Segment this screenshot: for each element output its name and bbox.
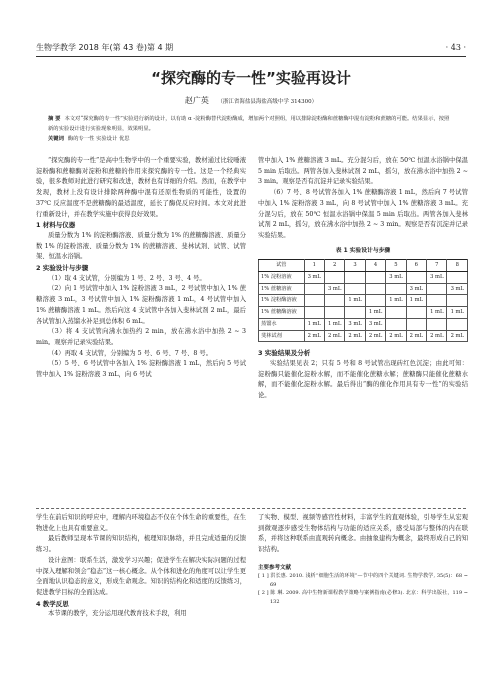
table-cell [427, 318, 447, 330]
prev-article-paragraph: 了实物、模型、视频等感官性材料，丰富学生的直观体验，引导学生从宏观到微观逐步感受生物体结构与功能的适应关系，感受局部与整体的内在联系，并将这种联系由直观转向概念。由抽象建构为概念，最终形成自己的知识结构。 [258, 514, 468, 554]
table-cell: 2 mL [386, 330, 406, 342]
reference-item: [ 2 ] 陈 琳. 2009. 高中生物新课程教学策略与案例指南(必修3). 北京：科学出版社，119 ~ 132 [258, 590, 468, 605]
table-cell [365, 272, 385, 284]
table-cell [345, 283, 365, 295]
step-3: （3）将 4 支试管向沸水加热约 2 min，放在沸水浴中加热 2 ~ 3 min。观察并记录实验结果。 [36, 328, 246, 346]
table-cell: 1 mL [447, 307, 468, 319]
table-cell: 3 mL [324, 283, 344, 295]
page-number: · 43 · [445, 42, 466, 52]
table-row [259, 330, 468, 342]
step-4: （4）再取 4 支试管，分别编为 5 号、6 号、7 号、8 号。 [48, 349, 212, 357]
section-heading-design: 2 实验设计与步骤 [36, 264, 89, 273]
step-2: （2）向 1 号试管中加入 1% 淀粉溶液 3 mL，2 号试管中加入 1% 蔗糖溶液 3 mL，3 号试管中加入 1% 淀粉酶溶液 1 mL，4 号试管中加入 1% 蔗糖酶溶液 1 mL。然后向这 4 支试管中各加入斐林试剂 2 mL，最后各试管加入蒸馏水补足到总体积 6 mL。 [36, 285, 246, 325]
table-header-cell: 试管 [259, 260, 305, 272]
materials-paragraph: 质量分数为 1% 的淀粉酶溶液、质量分数为 1% 的蔗糖酶溶液、质量分数 1% 的淀粉溶液、质量分数为 1% 的蔗糖溶液、斐林试剂、试管、试管架、恒温水浴锅。 [36, 231, 247, 261]
table-cell [447, 272, 468, 284]
table-cell: 2 mL [447, 330, 468, 342]
author-name: 赵广英 [184, 96, 209, 105]
step-1: （1）取 4 支试管，分别编为 1 号、2 号、3 号、4 号。 [48, 274, 206, 282]
table-row-label: 1% 蔗糖溶液 [259, 283, 305, 295]
table-cell: 3 mL [345, 318, 365, 330]
table-body [259, 272, 468, 342]
table-cell: 3 mL [447, 283, 468, 295]
table-cell [427, 295, 447, 307]
table-cell: 1 mL [386, 295, 406, 307]
table-row-label: 1% 淀粉溶液 [259, 272, 305, 284]
table-cell [324, 272, 344, 284]
table-row-label: 1% 淀粉酶溶液 [259, 295, 305, 307]
table-cell [345, 272, 365, 284]
table-header-cell: 8 [447, 260, 468, 272]
prev-article-paragraph: 最后教师呈现本节课的知识结构，梳理知识脉络，并且完成适量的反馈练习。 [36, 535, 246, 554]
prev-article-paragraph: 设计意图：联系生活，激发学习兴趣；促进学生在解决实际问题的过程中深入理解和领会“稳态”这一核心概念。从个体和进化的角度可以让学生更全面地认识稳态的意义，形成生命观念。知识的结构化和适度的反馈练习，促进教学目标的全面达成。 [36, 556, 246, 596]
keywords-line [48, 134, 452, 144]
table-cell [447, 318, 468, 330]
table-cell [304, 307, 324, 319]
author-affiliation: （浙江省海盐县海盐高级中学 314300） [217, 99, 318, 105]
table-cell [304, 295, 324, 307]
table-cell [406, 272, 426, 284]
experiment-table [258, 259, 468, 342]
article-divider [36, 508, 466, 509]
table-cell [427, 283, 447, 295]
keywords-text: 酶的专一性 实验设计 优思 [67, 136, 130, 142]
step-6: （6）7 号、8 号试管各加入 1% 蔗糖酶溶液 1 mL，然后向 7 号试管中加入 1% 淀粉溶液 3 mL，向 8 号试管中加入 1% 蔗糖溶液 3 mL。充分混匀后，放在 50℃ 恒温水浴锅中保温 5 min 后取出。两管各加入斐林试剂 2 mL，摇匀，放在沸水浴中加热 2 ~ 3 min。观察是否有沉淀并记录实验结果。 [258, 189, 468, 239]
table-header-cell: 6 [406, 260, 426, 272]
table-header-cell: 4 [365, 260, 385, 272]
table-cell [386, 307, 406, 319]
table-cell [406, 307, 426, 319]
article-title: “探究酶的专一性”实验再设计 [151, 69, 351, 87]
table-cell: 1 mL [406, 295, 426, 307]
table-cell: 1 mL [324, 318, 344, 330]
table-cell [324, 295, 344, 307]
table-row [259, 318, 468, 330]
table-row-label: 蒸馏水 [259, 318, 305, 330]
results-paragraph: 实验结果见表 2；只有 5 号和 8 号试管出现砖红色沉淀；由此可知：淀粉酶只能催化淀粉水解，而不能催化蔗糖水解；蔗糖酶只能催化蔗糖水解，而不能催化淀粉水解。最后得出“酶的催化作用具有专一性”的实验结论。 [258, 359, 468, 400]
intro-paragraph: “探究酶的专一性”是高中生物学中的一个重要实验，教材通过比较唾液淀粉酶和蔗糖酶对淀粉和蔗糖的作用来探究酶的专一性。这是一个经典实验，很多教师对此进行研究和改进，教材也有详细的介绍。然而，在教学中发现，教材上没有设计排除两种酶中混有还原性物质的可能性，设置的 37℃ 反应温度不是蔗糖酶的最适温度，延长了酶促反应时间。本文对此进行重新设计，并在教学实施中获得良好效果。 [36, 157, 246, 218]
abstract-paragraph [48, 114, 452, 134]
table-cell [386, 318, 406, 330]
running-header [36, 40, 466, 54]
prev-article-right-column [258, 513, 468, 606]
table-cell: 1 mL [427, 307, 447, 319]
section-heading-materials: 1 材料与仪器 [36, 221, 76, 230]
abstract-block [48, 114, 452, 144]
table-cell: 2 mL [406, 330, 426, 342]
reference-item: [ 1 ] 洪长惠. 2010. 浅析“细胞生活的环境”—节中的四个关键词. 生物学教学, 35(5)：68 ~ 69 [258, 573, 468, 588]
table-cell [345, 307, 365, 319]
step-5: （5）5 号、6 号试管中各加入 1% 淀粉酶溶液 1 mL，然后向 5 号试管中加入 1% 淀粉溶液 3 mL，向 6 号试 [36, 360, 246, 379]
table-cell: 1 mL [304, 318, 324, 330]
table-header-cell: 5 [386, 260, 406, 272]
step-5-continued: 管中加入 1% 蔗糖溶液 3 mL。充分混匀后，放在 50℃ 恒温水浴锅中保温 5 min 后取出。两管各加入斐林试剂 2 mL，摇匀，放在沸水浴中加热 2 ~ 3 min。观察是否有沉淀并记录实验结果。 [258, 157, 468, 186]
keywords-label: 关键词 [48, 136, 64, 142]
abstract-label: 摘 要 [48, 116, 61, 122]
table-header-cell: 1 [304, 260, 324, 272]
prev-article-left-column [36, 513, 246, 620]
table-header-cell: 7 [427, 260, 447, 272]
table-cell [304, 283, 324, 295]
table-row [259, 283, 468, 295]
references [258, 564, 468, 607]
journal-name: 生物学教学 2018 年(第 43 卷)第 4 期 [36, 42, 174, 52]
left-column [36, 156, 246, 381]
table-title: 表 1 实验设计与步骤 [335, 247, 391, 254]
right-column [258, 156, 468, 402]
table-cell: 3 mL [304, 272, 324, 284]
section-heading-results: 3 实验结果及分析 [258, 349, 311, 358]
table-header-cell: 2 [324, 260, 344, 272]
header-rule [36, 56, 466, 57]
table-cell: 1 mL [365, 307, 385, 319]
table-row-label: 斐林试剂 [259, 330, 305, 342]
table-cell: 2 mL [324, 330, 344, 342]
table-cell: 3 mL [365, 318, 385, 330]
table-row [259, 272, 468, 284]
table-cell: 2 mL [365, 330, 385, 342]
table-cell: 3 mL [406, 283, 426, 295]
table-cell [386, 283, 406, 295]
table-row [259, 307, 468, 319]
section-heading-reflection: 4 教学反思 [36, 599, 69, 608]
table-row-label: 1% 蔗糖酶溶液 [259, 307, 305, 319]
abstract-text: 本文对“探究酶的专一性”实验进行新的设计，以有助 α -淀粉酶替代淀粉酶成，增加两个对照组，用以排除淀粉酶和蔗糖酶中混有淀粉和蔗糖的可能。结果显示，按照新的实验设计进行实验现象明显，效果明显。 [48, 116, 450, 132]
references-heading: 主要参考文献 [258, 564, 292, 571]
prev-article-paragraph: 本节课的教学，充分运用现代教育技术手段，利用 [48, 610, 187, 618]
table-cell [406, 318, 426, 330]
table-cell: 3 mL [386, 272, 406, 284]
table-row [259, 295, 468, 307]
table-cell: 2 mL [304, 330, 324, 342]
table-cell: 2 mL [345, 330, 365, 342]
table-cell [365, 295, 385, 307]
table-cell: 2 mL [427, 330, 447, 342]
table-cell: 1 mL [345, 295, 365, 307]
author-line [36, 95, 466, 106]
table-cell [324, 307, 344, 319]
table-cell [447, 295, 468, 307]
table-cell: 3 mL [427, 272, 447, 284]
table-cell [365, 283, 385, 295]
table-header-row [259, 260, 468, 272]
prev-article-paragraph: 学生在前后知识的呼应中，理解内环境稳态不仅在个体生命的重要性，在生物进化上也具有重要意义。 [36, 514, 246, 532]
table-header-cell: 3 [345, 260, 365, 272]
